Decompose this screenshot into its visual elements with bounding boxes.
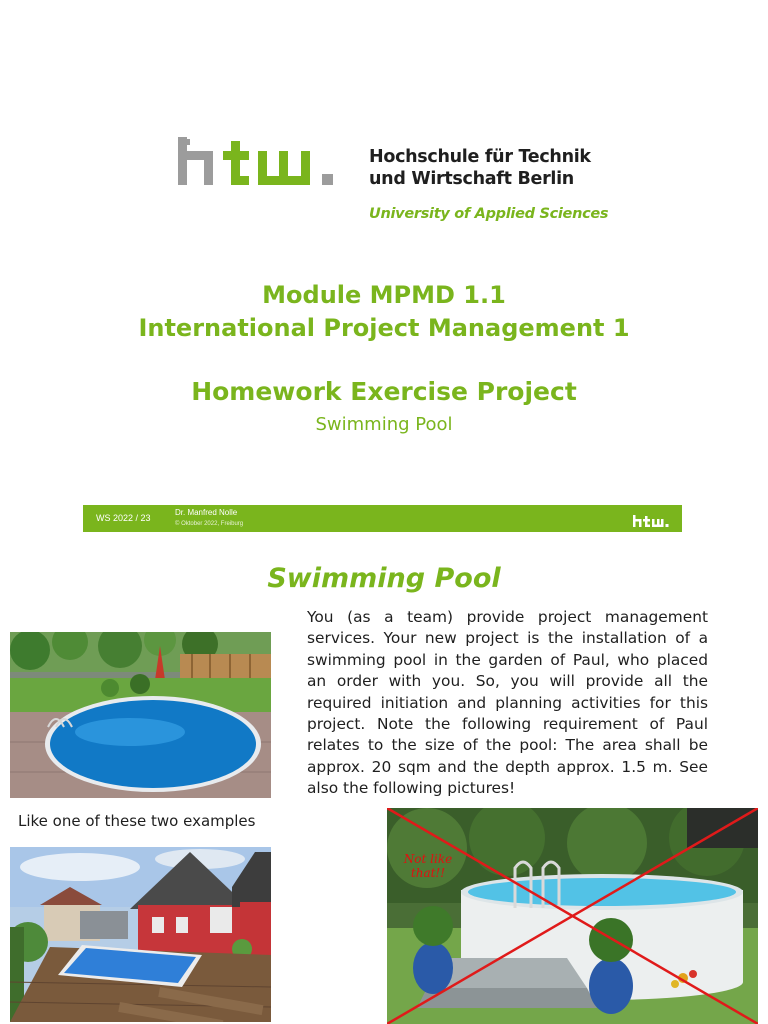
- slide-footer: [83, 505, 682, 532]
- not-like-that-warning: [392, 852, 464, 880]
- module-title: International Project Management 1: [138, 314, 630, 342]
- examples-caption: Like one of these two examples: [18, 812, 256, 830]
- footer-copyright: © Oktober 2022, Freiburg: [175, 521, 244, 527]
- warning-line1: Not like: [403, 852, 453, 866]
- page-title: Homework Exercise Project: [191, 377, 577, 406]
- page-subtitle: Swimming Pool: [315, 414, 453, 435]
- institution-name-line2: und Wirtschaft Berlin: [369, 169, 574, 189]
- institution-name-line1: Hochschule für Technik: [369, 147, 591, 167]
- footer-logo: [633, 512, 669, 524]
- institution-tagline: University of Applied Sciences: [369, 206, 609, 222]
- footer-author: Dr. Manfred Nolle: [175, 508, 238, 517]
- htw-logo-icon: [176, 137, 346, 185]
- footer-term: WS 2022 / 23: [96, 513, 151, 523]
- warning-line2: that!!: [410, 866, 446, 880]
- htw-logo-white-icon: [633, 515, 669, 527]
- above-ground-pool-photo: [387, 808, 758, 1024]
- module-code: Module MPMD 1.1: [262, 281, 506, 309]
- section-heading: Swimming Pool: [267, 563, 501, 594]
- project-description: You (as a team) provide project management services. Your new project is the installation of a swimming pool in the garden of Paul, who placed an order with you. So, you will provide all the required initiation and planning activities for this project. Note the following requirement of Paul relates to the size of the pool: The area shall be approx. 20 sqm and the depth approx. 1.5 m. See also the following pictures!: [307, 608, 708, 798]
- institution-name: [369, 146, 591, 190]
- round-inground-pool-photo: [10, 632, 271, 798]
- rectangular-pool-photo: [10, 847, 271, 1022]
- htw-logo: [176, 137, 346, 185]
